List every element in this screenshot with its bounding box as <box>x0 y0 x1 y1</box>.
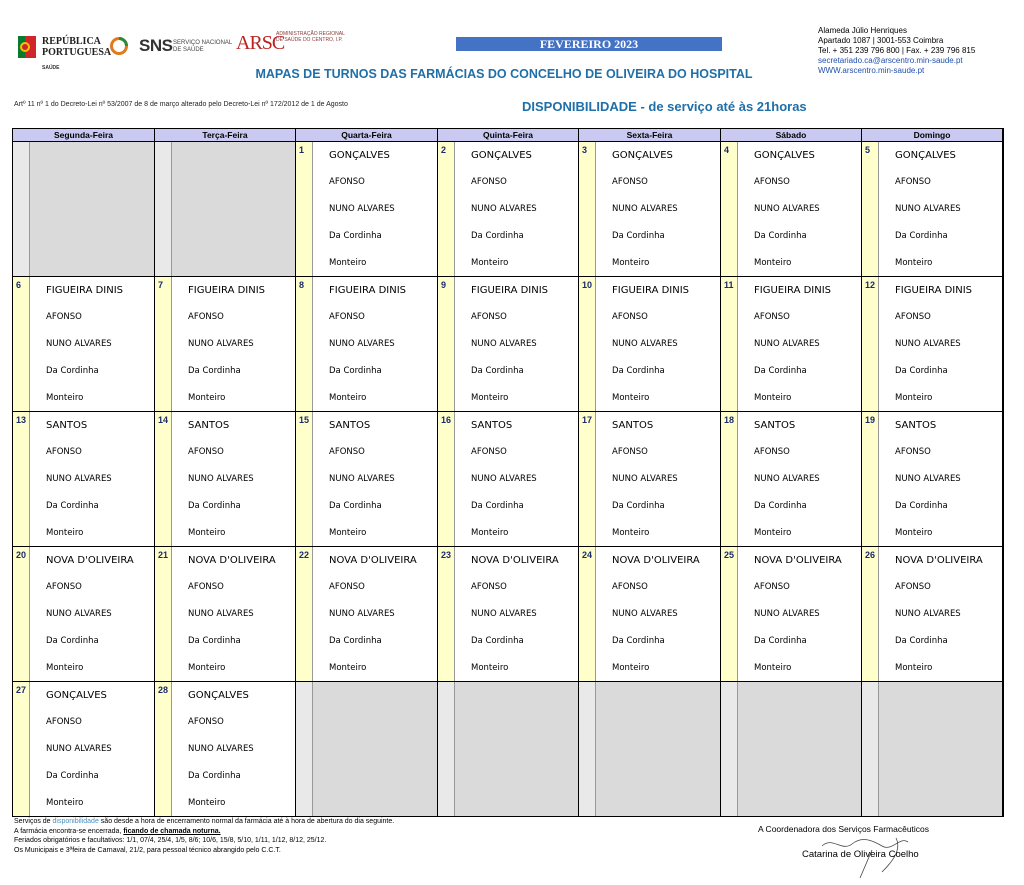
pharmacy-available: AFONSO <box>329 582 365 592</box>
pharmacy-available: AFONSO <box>612 177 648 187</box>
pharmacy-available: Monteiro <box>612 258 650 268</box>
pharmacy-available: Monteiro <box>754 393 792 403</box>
pharmacy-available: Da Cordinha <box>612 231 665 241</box>
pharmacy-available: NUNO ALVARES <box>895 339 961 349</box>
pharmacy-available: NUNO ALVARES <box>895 609 961 619</box>
pharmacy-available: Monteiro <box>188 528 226 538</box>
day-number: 27 <box>16 685 27 695</box>
pharmacy-on-duty: NOVA D'OLIVEIRA <box>188 555 276 566</box>
pharmacy-available: Da Cordinha <box>46 636 99 646</box>
pharmacy-available: Monteiro <box>895 663 933 673</box>
pharmacy-available: Monteiro <box>471 663 509 673</box>
day-number: 26 <box>865 550 876 560</box>
pharmacy-available: Da Cordinha <box>895 636 948 646</box>
pharmacy-available: Da Cordinha <box>46 366 99 376</box>
pharmacy-on-duty: SANTOS <box>188 420 230 431</box>
pharmacy-available: NUNO ALVARES <box>329 339 395 349</box>
empty-day-cell <box>155 142 296 277</box>
pharmacy-available: AFONSO <box>895 447 931 457</box>
pharmacy-available: AFONSO <box>46 582 82 592</box>
footer-note-3: Feriados obrigatórios e facultativos: 1/1, 07/4, 25/4, 1/5, 8/6; 10/6, 15/8, 5/10, 1/11, 1/12, 8/12, 25/12. <box>14 837 327 844</box>
pharmacy-available: AFONSO <box>46 312 82 322</box>
day-number-column <box>296 277 313 411</box>
pharmacy-available: AFONSO <box>754 312 790 322</box>
day-cell <box>296 142 438 277</box>
day-number-column <box>13 547 30 681</box>
pharmacy-available: Monteiro <box>188 393 226 403</box>
empty-day-cell <box>296 682 438 817</box>
day-number-column <box>579 412 596 546</box>
day-cell <box>13 682 155 817</box>
day-number-column <box>721 682 738 816</box>
pharmacy-available: NUNO ALVARES <box>46 609 112 619</box>
day-number: 14 <box>158 415 169 425</box>
pharmacy-available: Da Cordinha <box>471 231 524 241</box>
pharmacy-available: Monteiro <box>754 528 792 538</box>
pharmacy-on-duty: GONÇALVES <box>895 150 956 161</box>
pharmacy-available: Monteiro <box>188 798 226 808</box>
pharmacy-available: NUNO ALVARES <box>471 609 537 619</box>
day-number: 25 <box>724 550 735 560</box>
pharmacy-available: AFONSO <box>754 447 790 457</box>
pharmacy-available: AFONSO <box>188 717 224 727</box>
day-number-column <box>13 682 30 816</box>
day-number-column <box>155 412 172 546</box>
pharmacy-available: AFONSO <box>895 312 931 322</box>
pharmacy-available: AFONSO <box>895 582 931 592</box>
footer-note-1 <box>14 817 394 827</box>
day-number-column <box>13 277 30 411</box>
footer-note-1-post: são desde a hora de encerramento normal da farmácia até à hora de abertura do dia seguinte. <box>98 818 395 825</box>
pharmacy-on-duty: SANTOS <box>895 420 937 431</box>
pharmacy-on-duty: GONÇALVES <box>754 150 815 161</box>
contact-block <box>818 26 975 76</box>
pharmacy-available: AFONSO <box>188 312 224 322</box>
day-number-column <box>296 412 313 546</box>
pharmacy-available: NUNO ALVARES <box>612 204 678 214</box>
pharmacy-available: NUNO ALVARES <box>46 744 112 754</box>
day-number-column <box>862 682 879 816</box>
day-header: Quinta-Feira <box>438 129 579 142</box>
pharmacy-available: NUNO ALVARES <box>329 474 395 484</box>
pharmacy-available: NUNO ALVARES <box>188 609 254 619</box>
day-number-column <box>438 277 455 411</box>
pharmacy-available: NUNO ALVARES <box>46 474 112 484</box>
day-cell <box>438 277 579 412</box>
day-number-column <box>438 547 455 681</box>
pharmacy-available: Da Cordinha <box>329 501 382 511</box>
pharmacy-available: NUNO ALVARES <box>329 204 395 214</box>
pharmacy-on-duty: FIGUEIRA DINIS <box>46 285 124 296</box>
pharmacy-available: AFONSO <box>612 582 648 592</box>
day-cell <box>579 142 721 277</box>
pharmacy-available: Da Cordinha <box>471 636 524 646</box>
pharmacy-on-duty: GONÇALVES <box>46 690 107 701</box>
pharmacy-on-duty: NOVA D'OLIVEIRA <box>612 555 700 566</box>
empty-day-cell <box>862 682 1003 817</box>
day-number: 9 <box>441 280 447 290</box>
pharmacy-available: AFONSO <box>895 177 931 187</box>
contact-address: Alameda Júlio Henriques <box>818 26 907 35</box>
day-number-column <box>579 682 596 816</box>
pharmacy-available: AFONSO <box>46 447 82 457</box>
coordinator-title: A Coordenadora dos Serviços Farmacêuticos <box>758 824 930 834</box>
day-number: 3 <box>582 145 588 155</box>
pharmacy-available: Da Cordinha <box>329 636 382 646</box>
pharmacy-on-duty: FIGUEIRA DINIS <box>895 285 973 296</box>
pharmacy-available: NUNO ALVARES <box>754 609 820 619</box>
pharmacy-available: Da Cordinha <box>754 366 807 376</box>
pharmacy-on-duty: SANTOS <box>329 420 371 431</box>
day-number: 24 <box>582 550 593 560</box>
pharmacy-available: Monteiro <box>471 393 509 403</box>
pharmacy-on-duty: NOVA D'OLIVEIRA <box>754 555 842 566</box>
pharmacy-on-duty: FIGUEIRA DINIS <box>754 285 832 296</box>
day-cell <box>721 412 862 547</box>
pharmacy-available: Monteiro <box>329 528 367 538</box>
logo-rp-sub: SAÚDE <box>42 65 60 71</box>
pharmacy-available: Da Cordinha <box>754 501 807 511</box>
pharmacy-available: Monteiro <box>895 393 933 403</box>
day-cell <box>155 682 296 817</box>
day-number-column <box>721 412 738 546</box>
pharmacy-available: Monteiro <box>188 663 226 673</box>
pharmacy-on-duty: SANTOS <box>471 420 513 431</box>
day-cell <box>155 277 296 412</box>
pharmacy-on-duty: FIGUEIRA DINIS <box>612 285 690 296</box>
pharmacy-on-duty: NOVA D'OLIVEIRA <box>46 555 134 566</box>
pharmacy-available: Monteiro <box>329 258 367 268</box>
day-cell <box>296 412 438 547</box>
day-header: Segunda-Feira <box>13 129 155 142</box>
pharmacy-available: AFONSO <box>471 312 507 322</box>
day-number: 2 <box>441 145 447 155</box>
day-number: 19 <box>865 415 876 425</box>
day-number: 11 <box>724 280 734 290</box>
day-cell <box>579 277 721 412</box>
pharmacy-available: Monteiro <box>46 663 84 673</box>
day-cell <box>155 547 296 682</box>
pharmacy-available: AFONSO <box>612 447 648 457</box>
pharmacy-available: Da Cordinha <box>612 636 665 646</box>
month-banner: FEVEREIRO 2023 <box>456 37 722 51</box>
pharmacy-available: NUNO ALVARES <box>754 204 820 214</box>
empty-day-cell <box>438 682 579 817</box>
pharmacy-available: AFONSO <box>754 177 790 187</box>
day-number: 10 <box>582 280 593 290</box>
pharmacy-available: AFONSO <box>329 177 365 187</box>
day-cell <box>438 142 579 277</box>
pharmacy-available: Monteiro <box>754 663 792 673</box>
arsc-logo-subtitle: ADMINISTRAÇÃO REGIONAL DE SAÚDE DO CENTRO, I.P. <box>276 31 345 43</box>
pharmacy-available: NUNO ALVARES <box>895 204 961 214</box>
pharmacy-calendar <box>12 128 1004 817</box>
pharmacy-available: AFONSO <box>46 717 82 727</box>
day-number: 6 <box>16 280 22 290</box>
pharmacy-available: AFONSO <box>754 582 790 592</box>
pharmacy-on-duty: GONÇALVES <box>471 150 532 161</box>
day-number: 15 <box>299 415 310 425</box>
pharmacy-available: NUNO ALVARES <box>754 474 820 484</box>
pharmacy-available: NUNO ALVARES <box>612 474 678 484</box>
pharmacy-available: AFONSO <box>471 447 507 457</box>
pharmacy-available: Da Cordinha <box>895 366 948 376</box>
day-number-column <box>438 682 455 816</box>
day-cell <box>296 547 438 682</box>
pharmacy-available: AFONSO <box>329 312 365 322</box>
day-cell <box>862 547 1003 682</box>
footer-note-2-underlined: ficando de chamada noturna. <box>123 827 221 835</box>
day-number-column <box>155 682 172 816</box>
pharmacy-available: Da Cordinha <box>754 231 807 241</box>
pharmacy-available: Monteiro <box>754 258 792 268</box>
day-cell <box>296 277 438 412</box>
day-number: 22 <box>299 550 310 560</box>
day-number-column <box>579 142 596 276</box>
day-cell <box>862 412 1003 547</box>
sns-logo-text: SNS <box>139 36 173 55</box>
day-cell <box>438 412 579 547</box>
day-number-column <box>862 547 879 681</box>
pharmacy-available: Da Cordinha <box>188 366 241 376</box>
pharmacy-on-duty: FIGUEIRA DINIS <box>329 285 407 296</box>
pharmacy-on-duty: NOVA D'OLIVEIRA <box>329 555 417 566</box>
coordinator-name: Catarina de Oliveira Coelho <box>802 849 919 860</box>
day-header: Sábado <box>721 129 862 142</box>
pharmacy-available: NUNO ALVARES <box>895 474 961 484</box>
day-number-column <box>438 412 455 546</box>
sns-logo-icon <box>110 37 128 55</box>
pharmacy-available: NUNO ALVARES <box>188 744 254 754</box>
day-cell <box>579 412 721 547</box>
pharmacy-available: Monteiro <box>895 258 933 268</box>
day-cell <box>721 277 862 412</box>
pharmacy-available: Monteiro <box>46 528 84 538</box>
pharmacy-available: Monteiro <box>612 528 650 538</box>
day-number: 5 <box>865 145 871 155</box>
pharmacy-available: NUNO ALVARES <box>188 474 254 484</box>
day-number: 20 <box>16 550 27 560</box>
pharmacy-available: Da Cordinha <box>471 501 524 511</box>
day-header: Quarta-Feira <box>296 129 438 142</box>
pharmacy-available: Monteiro <box>895 528 933 538</box>
footer-note-1-pre: Serviços de <box>14 818 53 825</box>
pharmacy-on-duty: GONÇALVES <box>188 690 249 701</box>
day-number: 17 <box>582 415 593 425</box>
pharmacy-on-duty: GONÇALVES <box>329 150 390 161</box>
day-number-column <box>862 412 879 546</box>
pharmacy-on-duty: SANTOS <box>612 420 654 431</box>
pharmacy-available: NUNO ALVARES <box>612 609 678 619</box>
logo-rp-line2: PORTUGUESA <box>42 47 112 58</box>
logo-rp-line1: REPÚBLICA <box>42 36 101 47</box>
footer-note-2-pre: A farmácia encontra-se encerrada, <box>14 827 124 835</box>
pharmacy-available: NUNO ALVARES <box>329 609 395 619</box>
pharmacy-available: NUNO ALVARES <box>471 474 537 484</box>
pharmacy-available: NUNO ALVARES <box>612 339 678 349</box>
day-number-column <box>579 277 596 411</box>
pharmacy-available: Da Cordinha <box>329 231 382 241</box>
contact-website[interactable]: WWW.arscentro.min-saude.pt <box>818 66 925 75</box>
pharmacy-available: AFONSO <box>471 177 507 187</box>
day-number-column <box>438 142 455 276</box>
pharmacy-available: AFONSO <box>188 447 224 457</box>
contact-postal: Apartado 1087 | 3001-553 Coimbra <box>818 36 944 45</box>
pharmacy-available: AFONSO <box>329 447 365 457</box>
footer-note-1-highlight: disponibilidade <box>52 818 99 825</box>
day-number: 16 <box>441 415 452 425</box>
schedule-subtitle: DISPONIBILIDADE - de serviço até às 21horas <box>522 99 807 114</box>
pharmacy-available: Monteiro <box>329 393 367 403</box>
pharmacy-on-duty: GONÇALVES <box>612 150 673 161</box>
pharmacy-available: Da Cordinha <box>46 501 99 511</box>
day-cell <box>155 412 296 547</box>
day-header: Terça-Feira <box>155 129 296 142</box>
pharmacy-available: Monteiro <box>329 663 367 673</box>
day-number-column <box>155 547 172 681</box>
day-cell <box>862 277 1003 412</box>
day-header: Domingo <box>862 129 1003 142</box>
pharmacy-available: Da Cordinha <box>895 501 948 511</box>
day-number-column <box>721 277 738 411</box>
pharmacy-available: NUNO ALVARES <box>471 339 537 349</box>
sns-logo-subtitle: SERVIÇO NACIONAL DE SAÚDE <box>173 40 233 53</box>
republica-portuguesa-logo <box>18 34 112 74</box>
pharmacy-available: Da Cordinha <box>612 501 665 511</box>
day-number: 1 <box>299 145 305 155</box>
arsc-logo: ARSC <box>236 32 285 54</box>
pharmacy-available: Da Cordinha <box>754 636 807 646</box>
pharmacy-on-duty: FIGUEIRA DINIS <box>188 285 266 296</box>
pharmacy-available: Monteiro <box>471 258 509 268</box>
pharmacy-on-duty: SANTOS <box>754 420 796 431</box>
day-number-column <box>721 142 738 276</box>
pharmacy-available: Da Cordinha <box>329 366 382 376</box>
pharmacy-on-duty: NOVA D'OLIVEIRA <box>895 555 983 566</box>
pharmacy-available: NUNO ALVARES <box>188 339 254 349</box>
pharmacy-on-duty: SANTOS <box>46 420 88 431</box>
day-cell <box>721 142 862 277</box>
day-number-column <box>721 547 738 681</box>
day-cell <box>13 412 155 547</box>
day-number-column <box>579 547 596 681</box>
day-number: 13 <box>16 415 27 425</box>
pharmacy-available: Da Cordinha <box>895 231 948 241</box>
pharmacy-available: Monteiro <box>612 393 650 403</box>
day-cell <box>721 547 862 682</box>
day-header: Sexta-Feira <box>579 129 721 142</box>
pharmacy-available: AFONSO <box>471 582 507 592</box>
pharmacy-available: Monteiro <box>46 393 84 403</box>
pharmacy-on-duty: FIGUEIRA DINIS <box>471 285 549 296</box>
day-number: 28 <box>158 685 169 695</box>
pharmacy-available: AFONSO <box>612 312 648 322</box>
day-number: 4 <box>724 145 730 155</box>
portugal-shield-icon <box>18 36 36 58</box>
day-number: 21 <box>158 550 169 560</box>
contact-phone: Tel. + 351 239 796 800 | Fax. + 239 796 815 <box>818 46 976 55</box>
pharmacy-available: Da Cordinha <box>188 771 241 781</box>
contact-email[interactable]: secretariado.ca@arscentro.min-saude.pt <box>818 56 963 65</box>
pharmacy-available: Monteiro <box>612 663 650 673</box>
page-title: MAPAS DE TURNOS DAS FARMÁCIAS DO CONCELHO DE OLIVEIRA DO HOSPITAL <box>255 67 753 81</box>
empty-day-cell <box>721 682 862 817</box>
day-number-column <box>13 412 30 546</box>
day-number: 8 <box>299 280 305 290</box>
day-number-column <box>155 277 172 411</box>
pharmacy-available: Monteiro <box>46 798 84 808</box>
pharmacy-available: Da Cordinha <box>188 501 241 511</box>
day-number-column <box>155 142 172 276</box>
pharmacy-available: NUNO ALVARES <box>46 339 112 349</box>
pharmacy-available: Monteiro <box>471 528 509 538</box>
pharmacy-available: AFONSO <box>188 582 224 592</box>
day-number: 23 <box>441 550 452 560</box>
day-cell <box>579 547 721 682</box>
footer-note-4: Os Municipais e 3ªfeira de Carnaval, 21/2, para pessoal técnico abrangido pelo C.C.T. <box>14 846 281 854</box>
empty-day-cell <box>579 682 721 817</box>
footer-note-2 <box>14 827 394 837</box>
pharmacy-on-duty: NOVA D'OLIVEIRA <box>471 555 559 566</box>
day-number: 18 <box>724 415 735 425</box>
pharmacy-available: Da Cordinha <box>188 636 241 646</box>
empty-day-cell <box>13 142 155 277</box>
day-number-column <box>13 142 30 276</box>
day-cell <box>862 142 1003 277</box>
legal-reference: Artº 11 nº 1 do Decreto-Lei nº 53/2007 de 8 de março alterado pelo Decreto-Lei nº 172/2012 de 1 de Agosto <box>14 101 348 108</box>
pharmacy-available: NUNO ALVARES <box>471 204 537 214</box>
day-number-column <box>296 547 313 681</box>
footer-notes <box>14 817 394 855</box>
pharmacy-available: Da Cordinha <box>471 366 524 376</box>
day-cell <box>13 547 155 682</box>
pharmacy-available: NUNO ALVARES <box>754 339 820 349</box>
day-number-column <box>296 682 313 816</box>
pharmacy-available: Da Cordinha <box>46 771 99 781</box>
day-cell <box>13 277 155 412</box>
pharmacy-available: Da Cordinha <box>612 366 665 376</box>
day-cell <box>438 547 579 682</box>
day-number: 7 <box>158 280 164 290</box>
day-number-column <box>862 277 879 411</box>
day-number: 12 <box>865 280 876 290</box>
day-number-column <box>862 142 879 276</box>
day-number-column <box>296 142 313 276</box>
